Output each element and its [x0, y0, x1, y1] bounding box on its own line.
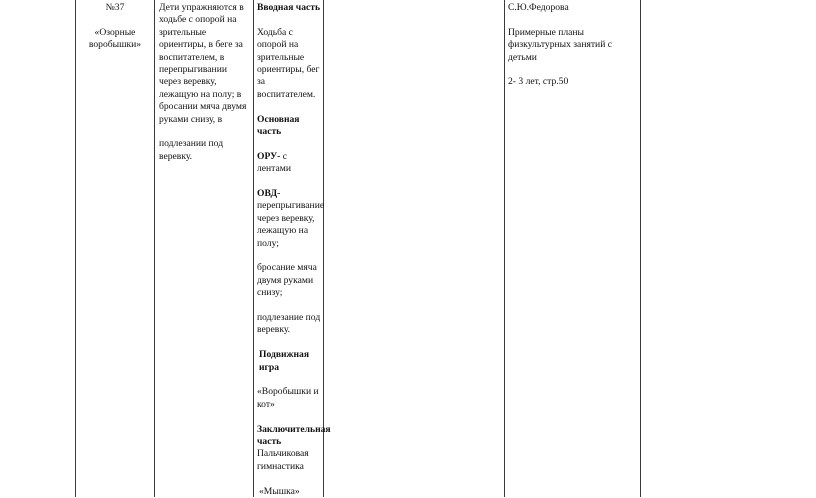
- oru-text: с лентами: [257, 150, 291, 175]
- intro-heading: Вводная часть: [257, 2, 321, 13]
- final-text-2: «Мышка»: [259, 485, 300, 497]
- table-border: [504, 0, 505, 497]
- ovd-text-2: бросание мяча двумя руками снизу;: [257, 262, 317, 299]
- game-text: «Воробышки и кот»: [257, 386, 319, 410]
- main-heading: Основная часть: [257, 113, 300, 138]
- source-author: С.Ю.Федорова: [508, 2, 569, 13]
- tasks-cell: [159, 2, 251, 163]
- game-heading: Подвижная игра: [259, 349, 310, 373]
- source-book: Примерные планы физкультурных занятий с детьми: [508, 26, 612, 63]
- tasks-text-continued: подлезании под веревку.: [159, 138, 224, 162]
- plan-cell: [257, 2, 331, 498]
- ovd-label: ОВД-: [257, 188, 281, 200]
- oru-line: [257, 151, 321, 176]
- intro-text: Ходьба с опорой на зрительные ориентиры, бег за воспитателем.: [257, 26, 320, 100]
- source-details: 2- 3 лет, стр.50: [508, 76, 569, 88]
- final-heading: Заключительная часть: [257, 423, 331, 448]
- oru-label: ОРУ-: [257, 150, 281, 162]
- ovd-text-3: подлезание под веревку.: [257, 312, 321, 336]
- ovd-text: перепрыгивание через веревку, лежащую на полу;: [257, 200, 325, 249]
- tasks-text: Дети упражняются в ходьбе с опорой на зрительные ориентиры, в беге за воспитателем, в перепрыгивании через веревку, лежащую на полу; в бросании мяча двумя руками снизу, в: [159, 2, 247, 125]
- source-cell: [508, 2, 636, 89]
- table-border: [154, 0, 155, 497]
- table-border: [253, 0, 254, 497]
- lesson-title: «Озорные воробышки»: [88, 26, 142, 51]
- lesson-cell: [79, 2, 151, 52]
- lesson-number: №37: [105, 2, 125, 13]
- table-border: [75, 0, 76, 497]
- table-border: [323, 0, 324, 497]
- final-text: Пальчиковая гимнастика: [257, 448, 309, 472]
- table-border: [640, 0, 641, 497]
